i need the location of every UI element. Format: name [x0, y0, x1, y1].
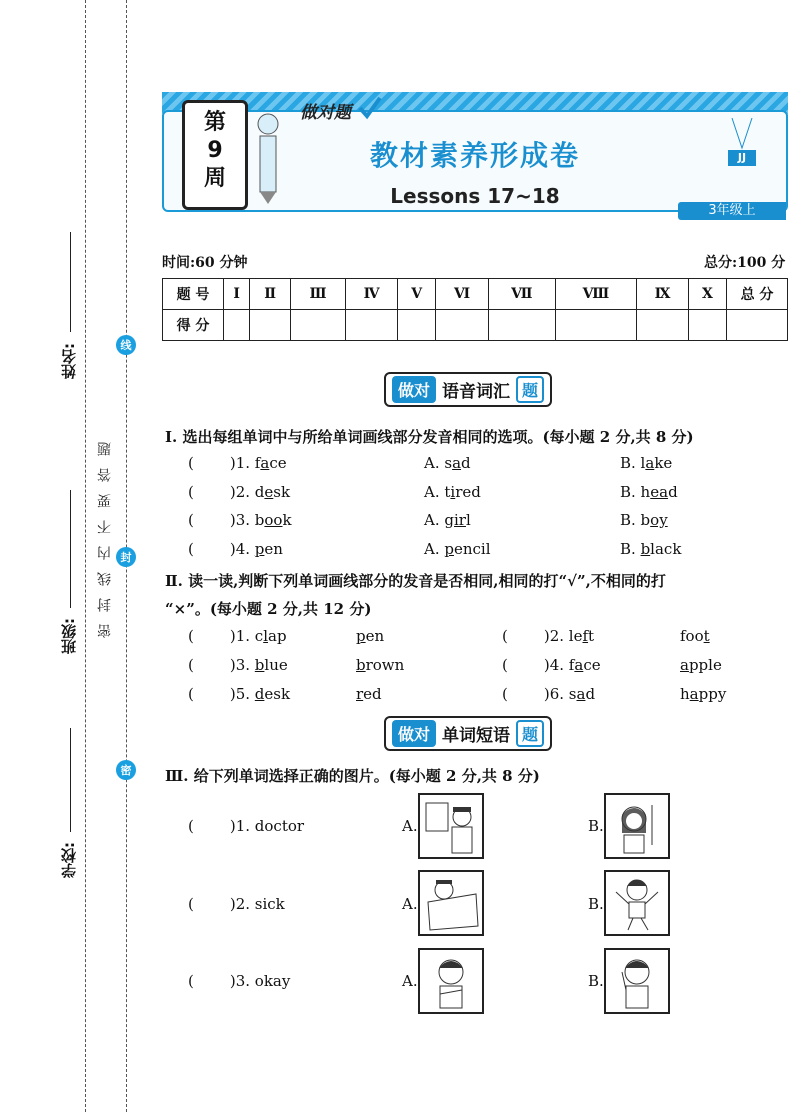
s1-q4-option-b [620, 540, 681, 558]
paren: ( [502, 627, 508, 645]
word-part: A. g [424, 511, 454, 529]
q-number: )3. [229, 511, 255, 529]
badge-prefix: 做对 [392, 720, 436, 747]
paren: ( [188, 972, 194, 990]
score-cell: Ⅳ [346, 279, 398, 310]
score-cell: Ⅷ [555, 279, 636, 310]
word-underlined: a [452, 454, 462, 472]
week-char-2: 周 [203, 166, 226, 191]
word-underlined: a [689, 685, 699, 703]
s2-q3 [188, 656, 288, 674]
s3-q1-label-a: A. [402, 817, 418, 835]
class-blank[interactable] [70, 490, 71, 608]
badge-topic: 单词短语 [442, 725, 511, 746]
word-underlined: b [254, 656, 265, 674]
s2-q2 [502, 627, 594, 645]
q-number: )1. [229, 454, 255, 472]
score-cell: Ⅵ [436, 279, 489, 310]
s1-q1-option-b [620, 454, 672, 472]
word-underlined: p [356, 627, 366, 645]
word-part: k [282, 511, 292, 529]
happy-picture-option[interactable] [604, 870, 670, 936]
word-part: f [568, 656, 575, 674]
score-input-cell[interactable] [637, 310, 689, 341]
score-input-cell[interactable] [488, 310, 555, 341]
lesson-range: Lessons 17~18 [390, 184, 560, 208]
word-part: ppy [698, 685, 727, 703]
s2-q1-compare [356, 627, 384, 645]
word-part: le [568, 627, 583, 645]
word-part: ke [654, 454, 673, 472]
word-underlined: i [450, 483, 456, 501]
paren: ( [188, 685, 194, 703]
score-cell: Ⅰ [224, 279, 250, 310]
paren: ( [188, 656, 194, 674]
word-part: d [254, 483, 265, 501]
score-cell: 总 分 [727, 279, 788, 310]
sick-picture-option[interactable] [418, 870, 484, 936]
section2-heading-line2: “×”。(每小题 2 分,共 12 分) [165, 600, 372, 618]
q-word: )3. okay [229, 972, 291, 990]
score-cell: Ⅹ [688, 279, 726, 310]
school-blank[interactable] [70, 728, 71, 832]
word-underlined: t [703, 627, 710, 645]
girl-picture-option[interactable] [604, 793, 670, 859]
section3-heading: Ⅲ. 给下列单词选择正确的图片。(每小题 2 分,共 8 分) [165, 767, 540, 785]
word-part: s [568, 685, 577, 703]
word-underlined: oo [264, 511, 283, 529]
score-cell: Ⅶ [488, 279, 555, 310]
score-input-cell[interactable] [250, 310, 291, 341]
doctor-picture-option[interactable] [418, 793, 484, 859]
paren: ( [188, 627, 194, 645]
q-number: )1. [229, 627, 255, 645]
q-number: )3. [229, 656, 255, 674]
word-part: encil [453, 540, 491, 558]
word-underlined: a [680, 656, 689, 674]
word-part: ce [583, 656, 601, 674]
score-table-score-row [163, 310, 788, 341]
s1-q2-option-b [620, 483, 678, 501]
s3-q1-label-b: B. [588, 817, 604, 835]
paren: ( [188, 511, 194, 529]
s1-q1 [188, 454, 287, 472]
word-underlined: oy [650, 511, 668, 529]
word-part: foo [680, 627, 704, 645]
jumping-child-icon [606, 872, 668, 934]
word-underlined: l [263, 627, 269, 645]
word-part: A. [424, 540, 445, 558]
s3-q3-label-b: B. [588, 972, 604, 990]
word-part: f [254, 454, 261, 472]
s1-q4 [188, 540, 283, 558]
week-number: 9 [207, 138, 223, 163]
publisher-tag: JJ [728, 150, 756, 166]
word-underlined: a [645, 454, 655, 472]
score-input-cell[interactable] [555, 310, 636, 341]
paren: ( [188, 817, 194, 835]
score-table [162, 278, 788, 341]
word-part: d [668, 483, 678, 501]
s2-q6-compare [680, 685, 726, 703]
header-banner [162, 92, 788, 218]
s2-q3-compare [356, 656, 404, 674]
q-number: )2. [543, 627, 569, 645]
word-underlined: ir [453, 511, 466, 529]
q-number: )4. [229, 540, 255, 558]
s2-q4-compare [680, 656, 722, 674]
s1-q1-option-a [424, 454, 471, 472]
word-underlined: p [254, 540, 265, 558]
score-input-cell[interactable] [224, 310, 250, 341]
score-input-cell[interactable] [291, 310, 346, 341]
q-word: )2. sick [229, 895, 285, 913]
s3-q3-label-a: A. [402, 972, 418, 990]
seal-notice: 密封线内不要答题 [97, 430, 113, 638]
name-blank[interactable] [70, 232, 71, 332]
section2-heading-line1: Ⅱ. 读一读,判断下列单词画线部分的发音是否相同,相同的打“√”,不相同的打 [165, 572, 666, 590]
word-part: ed [363, 685, 382, 703]
s2-q5 [188, 685, 290, 703]
word-underlined: a [260, 454, 270, 472]
word-underlined: a [574, 656, 584, 674]
doctor-icon [420, 795, 482, 857]
word-part: esk [264, 685, 291, 703]
tag-string-icon [728, 118, 756, 150]
grade-label: 3年级上 [678, 202, 786, 220]
q-number: )5. [229, 685, 255, 703]
word-part: lue [264, 656, 288, 674]
section-badge-vocabulary [384, 718, 552, 748]
word-part: h [680, 685, 690, 703]
name-label: 姓名: [60, 343, 78, 379]
unwell-picture-option[interactable] [604, 948, 670, 1014]
q-number: )6. [543, 685, 569, 703]
word-underlined: d [254, 685, 265, 703]
word-part: B. b [620, 511, 651, 529]
word-part: en [365, 627, 385, 645]
binding-line-outer [85, 0, 86, 1112]
s1-q4-option-a [424, 540, 491, 558]
word-part: ap [268, 627, 287, 645]
check-mark-icon [358, 96, 382, 120]
score-cell: Ⅲ [291, 279, 346, 310]
score-cell: Ⅴ [398, 279, 436, 310]
section-badge-phonics [384, 374, 552, 404]
school-label: 学校: [60, 842, 78, 878]
boy-headache-icon [606, 950, 668, 1012]
score-input-cell[interactable] [398, 310, 436, 341]
paren: ( [188, 540, 194, 558]
time-limit: 时间:60 分钟 [162, 255, 248, 271]
boy-thinking-icon [420, 950, 482, 1012]
q-word: )1. doctor [229, 817, 305, 835]
word-part: c [254, 627, 264, 645]
s3-q3 [188, 972, 290, 990]
class-label: 班级: [60, 618, 78, 654]
badge-suffix: 题 [516, 376, 544, 403]
word-part: l [465, 511, 471, 529]
word-underlined: e [264, 483, 274, 501]
score-input-cell[interactable] [346, 310, 398, 341]
q-number: )2. [229, 483, 255, 501]
score-table-header-row [163, 279, 788, 310]
s2-q1 [188, 627, 287, 645]
score-input-cell[interactable] [436, 310, 489, 341]
score-cell: Ⅱ [250, 279, 291, 310]
word-part: rown [365, 656, 405, 674]
s3-q2 [188, 895, 285, 913]
section1-heading: Ⅰ. 选出每组单词中与所给单词画线部分发音相同的选项。(每小题 2 分,共 8 分) [165, 428, 694, 446]
word-part: d [585, 685, 596, 703]
s1-q2 [188, 483, 290, 501]
word-part: sk [273, 483, 291, 501]
s2-q4 [502, 656, 601, 674]
week-char-1: 第 [203, 110, 226, 135]
word-underlined: b [640, 540, 651, 558]
score-cell: Ⅸ [637, 279, 689, 310]
word-underlined: r [356, 685, 364, 703]
word-part: d [461, 454, 471, 472]
seal-seal-icon: 封 [116, 547, 136, 567]
paren: ( [188, 454, 194, 472]
paren: ( [188, 483, 194, 501]
word-part: t [588, 627, 595, 645]
score-input-cell[interactable] [688, 310, 726, 341]
s3-q2-label-a: A. [402, 895, 418, 913]
s3-q2-label-b: B. [588, 895, 604, 913]
word-underlined: ea [650, 483, 669, 501]
word-part: B. l [620, 454, 646, 472]
badge-prefix: 做对 [392, 376, 436, 403]
brand-logo: 做对题 [300, 103, 351, 123]
word-underlined: b [356, 656, 366, 674]
word-underlined: f [582, 627, 589, 645]
paren: ( [188, 895, 194, 913]
seal-secret-icon: 密 [116, 760, 136, 780]
word-part: red [455, 483, 481, 501]
s1-q3-option-a [424, 511, 471, 529]
word-underlined: p [444, 540, 454, 558]
word-part: pple [688, 656, 722, 674]
s1-q3 [188, 511, 292, 529]
s2-q6 [502, 685, 595, 703]
word-part: b [254, 511, 265, 529]
word-part: B. [620, 540, 641, 558]
badge-topic: 语音词汇 [442, 381, 511, 402]
girl-icon [606, 795, 668, 857]
word-part: ce [269, 454, 287, 472]
seal-line-icon: 线 [116, 335, 136, 355]
okay-picture-option[interactable] [418, 948, 484, 1014]
score-row-label: 得 分 [163, 310, 224, 341]
word-underlined: a [576, 685, 586, 703]
paren: ( [502, 656, 508, 674]
word-part: en [264, 540, 283, 558]
paper-title: 教材素养形成卷 [369, 139, 580, 172]
word-part: lack [650, 540, 682, 558]
badge-suffix: 题 [516, 720, 544, 747]
q-number: )4. [543, 656, 569, 674]
word-part: B. h [620, 483, 651, 501]
s2-q5-compare [356, 685, 382, 703]
score-cell: 题 号 [163, 279, 224, 310]
score-input-cell[interactable] [727, 310, 788, 341]
word-part: A. t [424, 483, 451, 501]
paren: ( [502, 685, 508, 703]
word-part: A. s [424, 454, 453, 472]
sick-in-bed-icon [420, 872, 482, 934]
s1-q3-option-b [620, 511, 668, 529]
s2-q2-compare [680, 627, 710, 645]
s3-q1 [188, 817, 304, 835]
total-score: 总分:100 分 [704, 255, 786, 271]
s1-q2-option-a [424, 483, 481, 501]
